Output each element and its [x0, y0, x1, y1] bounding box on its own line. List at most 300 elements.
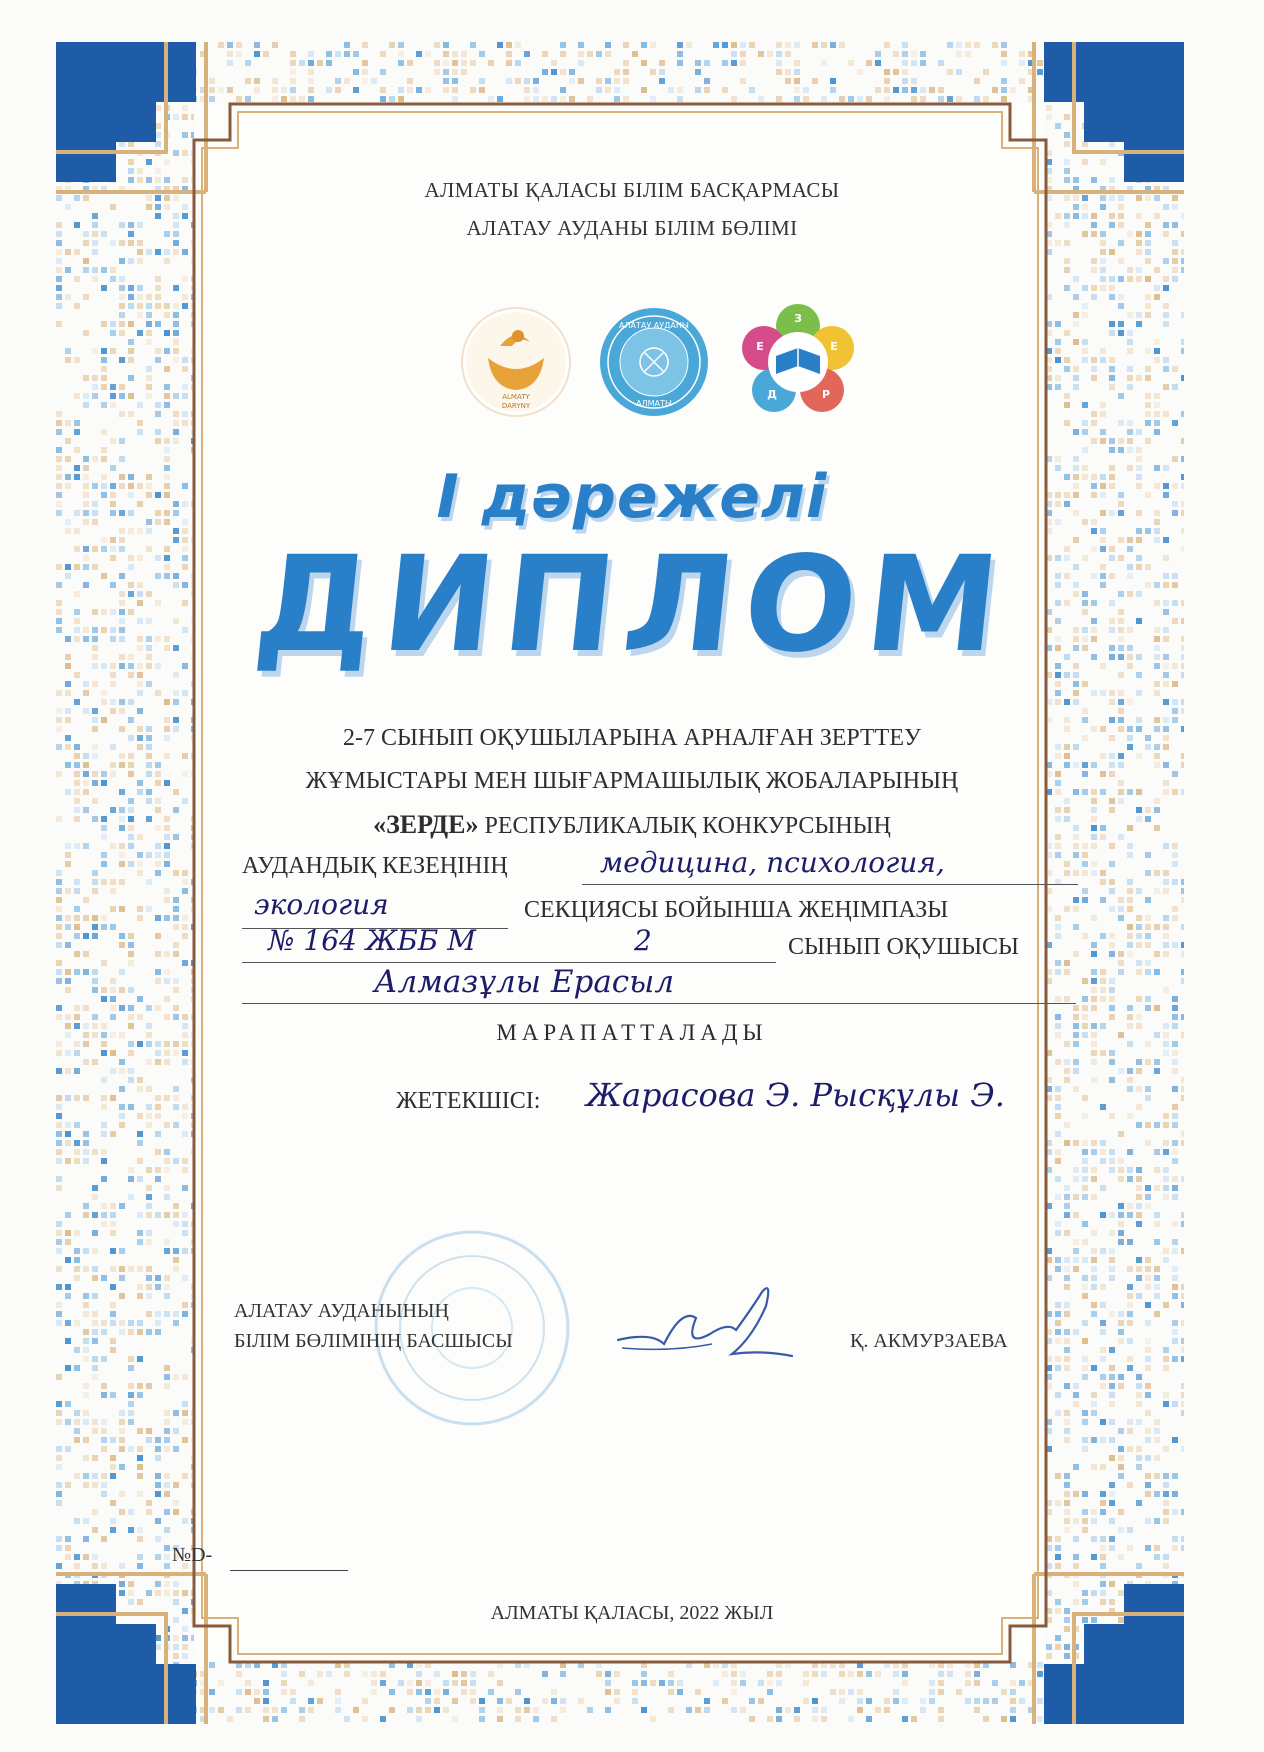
mosaic-dot	[155, 1437, 161, 1443]
mosaic-dot	[182, 1626, 188, 1632]
mosaic-dot	[182, 1059, 188, 1065]
mosaic-dot	[1082, 348, 1088, 354]
mosaic-dot	[65, 267, 71, 273]
mosaic-dot	[1127, 1356, 1133, 1362]
mosaic-dot	[137, 249, 143, 255]
mosaic-dot	[1181, 267, 1184, 273]
mosaic-dot	[920, 1698, 926, 1704]
mosaic-dot	[317, 1698, 323, 1704]
mosaic-dot	[290, 60, 296, 66]
mosaic-dot	[146, 393, 152, 399]
mosaic-dot	[65, 1320, 71, 1326]
mosaic-dot	[1181, 753, 1184, 759]
mosaic-dot	[1055, 1536, 1061, 1542]
mosaic-dot	[1019, 1680, 1025, 1686]
mosaic-dot	[434, 42, 440, 48]
mosaic-dot	[173, 420, 179, 426]
mosaic-dot	[56, 1140, 62, 1146]
mosaic-dot	[1136, 888, 1142, 894]
mosaic-dot	[65, 1338, 71, 1344]
mosaic-dot	[1055, 1149, 1061, 1155]
mosaic-dot	[65, 1284, 71, 1290]
body-line-6: СЫНЫП ОҚУШЫСЫ	[788, 934, 1019, 960]
mosaic-dot	[1064, 1410, 1070, 1416]
mosaic-dot	[1082, 1194, 1088, 1200]
mosaic-dot	[587, 51, 593, 57]
student-underline	[242, 1003, 1076, 1004]
mosaic-dot	[137, 1140, 143, 1146]
mosaic-dot	[1145, 1545, 1151, 1551]
mosaic-dot	[1082, 1320, 1088, 1326]
mosaic-dot	[1073, 1086, 1079, 1092]
mosaic-dot	[1181, 1077, 1184, 1083]
mosaic-dot	[65, 1131, 71, 1137]
mosaic-dot	[1118, 1455, 1124, 1461]
mosaic-dot	[65, 1122, 71, 1128]
mosaic-dot	[173, 321, 179, 327]
mosaic-dot	[1163, 1347, 1169, 1353]
mosaic-dot	[74, 1230, 80, 1236]
mosaic-dot	[65, 978, 71, 984]
mosaic-dot	[1127, 1527, 1133, 1533]
mosaic-dot	[344, 51, 350, 57]
mosaic-dot	[1118, 690, 1124, 696]
mosaic-dot	[884, 69, 890, 75]
mosaic-dot	[1064, 1338, 1070, 1344]
mosaic-dot	[1064, 996, 1070, 1002]
mosaic-dot	[1091, 915, 1097, 921]
mosaic-dot	[92, 1320, 98, 1326]
mosaic-dot	[164, 1095, 170, 1101]
mosaic-dot	[1172, 1185, 1178, 1191]
mosaic-dot	[137, 285, 143, 291]
mosaic-dot	[1100, 870, 1106, 876]
mosaic-dot	[56, 717, 62, 723]
mosaic-dot	[56, 1536, 62, 1542]
mosaic-dot	[479, 87, 485, 93]
mosaic-dot	[83, 933, 89, 939]
mosaic-dot	[110, 1518, 116, 1524]
mosaic-dot	[173, 1653, 179, 1659]
mosaic-dot	[173, 906, 179, 912]
mosaic-dot	[164, 717, 170, 723]
mosaic-dot	[119, 1320, 125, 1326]
mosaic-dot	[155, 951, 161, 957]
mosaic-dot	[1145, 420, 1151, 426]
mosaic-dot	[101, 717, 107, 723]
mosaic-dot	[74, 933, 80, 939]
mosaic-dot	[695, 69, 701, 75]
mosaic-dot	[65, 1446, 71, 1452]
mosaic-dot	[164, 1374, 170, 1380]
mosaic-dot	[1064, 906, 1070, 912]
mosaic-dot	[947, 42, 953, 48]
mosaic-dot	[1136, 960, 1142, 966]
mosaic-dot	[803, 1671, 809, 1677]
mosaic-dot	[1073, 1329, 1079, 1335]
mosaic-dot	[641, 1671, 647, 1677]
mosaic-dot	[1127, 1302, 1133, 1308]
mosaic-dot	[902, 1680, 908, 1686]
mosaic-dot	[1064, 1140, 1070, 1146]
mosaic-dot	[164, 861, 170, 867]
mosaic-dot	[389, 96, 395, 102]
mosaic-dot	[128, 942, 134, 948]
mosaic-dot	[1136, 1068, 1142, 1074]
mosaic-dot	[1154, 1059, 1160, 1065]
mosaic-dot	[83, 1203, 89, 1209]
mosaic-dot	[1091, 1284, 1097, 1290]
mosaic-dot	[1136, 933, 1142, 939]
mosaic-dot	[1091, 438, 1097, 444]
mosaic-dot	[119, 1059, 125, 1065]
mosaic-dot	[110, 1095, 116, 1101]
mosaic-dot	[1064, 1491, 1070, 1497]
mosaic-dot	[1154, 402, 1160, 408]
mosaic-dot	[182, 1167, 188, 1173]
svg-text:Е: Е	[756, 340, 764, 353]
mosaic-dot	[56, 1104, 62, 1110]
mosaic-dot	[758, 51, 764, 57]
mosaic-dot	[1082, 1590, 1088, 1596]
mosaic-dot	[65, 1365, 71, 1371]
mosaic-dot	[1145, 1059, 1151, 1065]
mosaic-dot	[776, 60, 782, 66]
mosaic-dot	[1118, 330, 1124, 336]
mosaic-dot	[1091, 1050, 1097, 1056]
mosaic-dot	[1118, 1176, 1124, 1182]
mosaic-dot	[56, 1005, 62, 1011]
mosaic-dot	[56, 960, 62, 966]
mosaic-dot	[182, 1644, 188, 1650]
mosaic-dot	[1091, 1275, 1097, 1281]
mosaic-dot	[1046, 1653, 1052, 1659]
mosaic-dot	[65, 717, 71, 723]
mosaic-dot	[938, 96, 944, 102]
mosaic-dot	[821, 42, 827, 48]
mosaic-dot	[794, 69, 800, 75]
mosaic-dot	[983, 1698, 989, 1704]
mosaic-dot	[65, 1536, 71, 1542]
mosaic-dot	[281, 1689, 287, 1695]
mosaic-dot	[101, 1149, 107, 1155]
mosaic-dot	[1055, 843, 1061, 849]
mosaic-dot	[1055, 996, 1061, 1002]
mosaic-dot	[785, 1707, 791, 1713]
mosaic-dot	[650, 96, 656, 102]
mosaic-dot	[164, 1446, 170, 1452]
mosaic-dot	[164, 1428, 170, 1434]
mosaic-dot	[731, 1671, 737, 1677]
mosaic-dot	[659, 69, 665, 75]
mosaic-dot	[1118, 1320, 1124, 1326]
mosaic-dot	[1136, 249, 1142, 255]
mosaic-dot	[74, 303, 80, 309]
mosaic-dot	[695, 1707, 701, 1713]
mosaic-dot	[1127, 1176, 1133, 1182]
mosaic-dot	[749, 42, 755, 48]
mosaic-dot	[1154, 753, 1160, 759]
mosaic-dot	[1172, 1536, 1178, 1542]
mosaic-dot	[56, 1068, 62, 1074]
mosaic-dot	[1064, 330, 1070, 336]
svg-text:Д: Д	[767, 388, 777, 401]
mosaic-dot	[1118, 753, 1124, 759]
mosaic-dot	[1073, 1059, 1079, 1065]
mosaic-dot	[1145, 969, 1151, 975]
mosaic-dot	[83, 294, 89, 300]
mosaic-dot	[1118, 1554, 1124, 1560]
mosaic-dot	[146, 906, 152, 912]
mosaic-dot	[155, 861, 161, 867]
mosaic-dot	[1109, 249, 1115, 255]
mosaic-dot	[974, 1698, 980, 1704]
mosaic-dot	[1136, 1104, 1142, 1110]
mosaic-dot	[1145, 258, 1151, 264]
mosaic-dot	[164, 1437, 170, 1443]
mosaic-dot	[911, 78, 917, 84]
mosaic-dot	[299, 96, 305, 102]
mosaic-dot	[1181, 438, 1184, 444]
mosaic-dot	[83, 1518, 89, 1524]
mosaic-dot	[1181, 924, 1184, 930]
mosaic-dot	[308, 96, 314, 102]
mosaic-dot	[1073, 870, 1079, 876]
mosaic-dot	[92, 1563, 98, 1569]
mosaic-dot	[137, 1491, 143, 1497]
mosaic-dot	[1091, 1410, 1097, 1416]
mosaic-dot	[1109, 1365, 1115, 1371]
section-handwritten-1: медицина, психология,	[600, 846, 945, 879]
mosaic-dot	[641, 1680, 647, 1686]
mosaic-dot	[1082, 933, 1088, 939]
mosaic-dot	[1082, 843, 1088, 849]
mosaic-dot	[119, 411, 125, 417]
mosaic-dot	[1091, 1365, 1097, 1371]
mosaic-dot	[497, 96, 503, 102]
mosaic-dot	[551, 60, 557, 66]
mosaic-dot	[416, 1671, 422, 1677]
mosaic-dot	[137, 690, 143, 696]
mosaic-dot	[938, 87, 944, 93]
mosaic-dot	[1109, 1455, 1115, 1461]
mosaic-dot	[704, 60, 710, 66]
mosaic-dot	[56, 1482, 62, 1488]
mosaic-dot	[299, 1707, 305, 1713]
mosaic-dot	[1181, 1392, 1184, 1398]
mosaic-dot	[902, 1671, 908, 1677]
mosaic-dot	[56, 411, 62, 417]
mosaic-dot	[497, 1698, 503, 1704]
mosaic-dot	[146, 1086, 152, 1092]
mosaic-dot	[1118, 798, 1124, 804]
mosaic-dot	[1055, 1356, 1061, 1362]
mosaic-dot	[128, 411, 134, 417]
mosaic-dot	[128, 1077, 134, 1083]
mosaic-dot	[83, 1248, 89, 1254]
mosaic-dot	[1100, 879, 1106, 885]
mosaic-dot	[137, 1086, 143, 1092]
mosaic-dot	[1127, 1167, 1133, 1173]
mosaic-dot	[119, 1590, 125, 1596]
mosaic-dot	[686, 1707, 692, 1713]
mosaic-dot	[254, 1698, 260, 1704]
mosaic-dot	[119, 699, 125, 705]
mosaic-dot	[1100, 1140, 1106, 1146]
mosaic-dot	[1109, 1383, 1115, 1389]
mosaic-dot	[1091, 1590, 1097, 1596]
mosaic-dot	[1181, 978, 1184, 984]
mosaic-dot	[1127, 375, 1133, 381]
mosaic-dot	[101, 1131, 107, 1137]
mosaic-dot	[1145, 1320, 1151, 1326]
mosaic-dot	[1055, 690, 1061, 696]
mosaic-dot	[173, 699, 179, 705]
mosaic-dot	[659, 1680, 665, 1686]
mosaic-dot	[1091, 1248, 1097, 1254]
mosaic-dot	[101, 1212, 107, 1218]
mosaic-dot	[1100, 933, 1106, 939]
mosaic-dot	[902, 60, 908, 66]
mosaic-dot	[1064, 960, 1070, 966]
mosaic-dot	[1082, 1356, 1088, 1362]
mosaic-dot	[1109, 330, 1115, 336]
supervisor-label: ЖЕТЕКШІСІ:	[396, 1088, 541, 1114]
mosaic-dot	[317, 1671, 323, 1677]
mosaic-dot	[821, 1671, 827, 1677]
mosaic-dot	[56, 447, 62, 453]
head-title-line-1: АЛАТАУ АУДАНЫНЫҢ	[234, 1300, 449, 1322]
mosaic-dot	[1073, 1392, 1079, 1398]
head-name: Қ. АКМУРЗАЕВА	[850, 1330, 1008, 1352]
mosaic-dot	[56, 1149, 62, 1155]
mosaic-dot	[1172, 1149, 1178, 1155]
mosaic-dot	[236, 51, 242, 57]
mosaic-dot	[164, 1311, 170, 1317]
mosaic-dot	[614, 1689, 620, 1695]
mosaic-dot	[254, 1689, 260, 1695]
mosaic-dot	[1118, 1509, 1124, 1515]
mosaic-dot	[92, 1248, 98, 1254]
mosaic-dot	[128, 321, 134, 327]
student-handwritten: Алмазұлы Ерасыл	[374, 964, 675, 1000]
mosaic-dot	[1100, 1509, 1106, 1515]
mosaic-dot	[713, 42, 719, 48]
mosaic-dot	[164, 1545, 170, 1551]
mosaic-dot	[335, 1707, 341, 1713]
mosaic-dot	[1145, 897, 1151, 903]
mosaic-dot	[884, 96, 890, 102]
mosaic-dot	[740, 60, 746, 66]
mosaic-dot	[1118, 1158, 1124, 1164]
mosaic-dot	[1154, 393, 1160, 399]
mosaic-dot	[1037, 69, 1043, 75]
mosaic-dot	[1100, 1149, 1106, 1155]
mosaic-dot	[1172, 1122, 1178, 1128]
mosaic-dot	[281, 96, 287, 102]
mosaic-dot	[1163, 1257, 1169, 1263]
mosaic-dot	[263, 1707, 269, 1713]
mosaic-dot	[425, 51, 431, 57]
mosaic-dot	[182, 420, 188, 426]
mosaic-dot	[1091, 1176, 1097, 1182]
mosaic-dot	[110, 1500, 116, 1506]
mosaic-dot	[1127, 339, 1133, 345]
mosaic-dot	[1145, 1140, 1151, 1146]
mosaic-dot	[1118, 1068, 1124, 1074]
mosaic-dot	[74, 951, 80, 957]
official-stamp	[372, 1228, 572, 1428]
mosaic-dot	[137, 1212, 143, 1218]
mosaic-dot	[560, 87, 566, 93]
mosaic-dot	[380, 1680, 386, 1686]
mosaic-dot	[704, 1698, 710, 1704]
mosaic-dot	[1073, 1257, 1079, 1263]
mosaic-dot	[1118, 708, 1124, 714]
mosaic-dot	[1136, 1194, 1142, 1200]
mosaic-dot	[362, 78, 368, 84]
mosaic-dot	[155, 1311, 161, 1317]
mosaic-dot	[1181, 1401, 1184, 1407]
mosaic-dot	[83, 1149, 89, 1155]
mosaic-dot	[92, 1482, 98, 1488]
mosaic-dot	[101, 366, 107, 372]
mosaic-dot	[146, 1167, 152, 1173]
mosaic-dot	[155, 1536, 161, 1542]
mosaic-dot	[605, 1680, 611, 1686]
mosaic-dot	[1145, 312, 1151, 318]
mosaic-dot	[1118, 447, 1124, 453]
mosaic-dot	[182, 1230, 188, 1236]
mosaic-dot	[119, 1266, 125, 1272]
mosaic-dot	[272, 1716, 278, 1722]
mosaic-dot	[1082, 429, 1088, 435]
mosaic-dot	[1154, 1275, 1160, 1281]
mosaic-dot	[299, 1671, 305, 1677]
mosaic-dot	[1100, 159, 1106, 165]
mosaic-dot	[74, 1365, 80, 1371]
mosaic-dot	[137, 1383, 143, 1389]
mosaic-dot	[1127, 933, 1133, 939]
mosaic-dot	[524, 1698, 530, 1704]
mosaic-dot	[1136, 447, 1142, 453]
mosaic-dot	[1109, 987, 1115, 993]
mosaic-dot	[1010, 1698, 1016, 1704]
mosaic-dot	[173, 357, 179, 363]
mosaic-dot	[155, 1113, 161, 1119]
mosaic-dot	[65, 1050, 71, 1056]
mosaic-dot	[1091, 366, 1097, 372]
mosaic-dot	[1064, 1266, 1070, 1272]
mosaic-dot	[1118, 1203, 1124, 1209]
mosaic-dot	[1163, 1392, 1169, 1398]
mosaic-dot	[425, 1707, 431, 1713]
mosaic-dot	[605, 51, 611, 57]
mosaic-dot	[1064, 267, 1070, 273]
mosaic-dot	[380, 51, 386, 57]
mosaic-dot	[1145, 1266, 1151, 1272]
mosaic-dot	[83, 1158, 89, 1164]
mosaic-dot	[173, 1374, 179, 1380]
mosaic-dot	[497, 1707, 503, 1713]
svg-text:DARYNY: DARYNY	[501, 402, 531, 410]
mosaic-dot	[605, 78, 611, 84]
mosaic-dot	[56, 888, 62, 894]
mosaic-dot	[830, 42, 836, 48]
mosaic-dot	[614, 1698, 620, 1704]
mosaic-dot	[857, 1671, 863, 1677]
mosaic-dot	[1109, 438, 1115, 444]
